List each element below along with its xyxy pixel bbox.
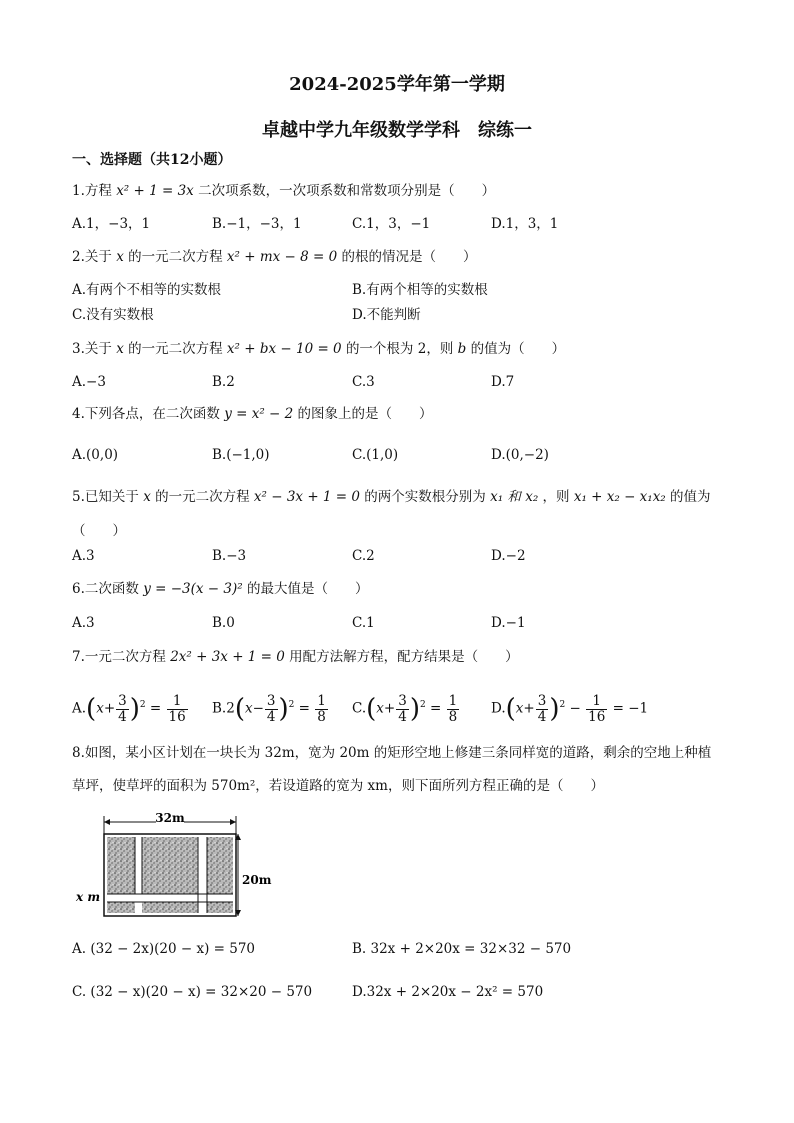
q2-option-b[interactable]: B.有两个相等的实数根 [352,282,488,298]
q5-suffix: 的值为 [670,489,711,505]
q7-expr: 2x² + 3x + 1 = 0 [170,649,285,665]
question-7 [72,647,519,667]
q8-option-a[interactable]: A. (32 − 2x)(20 − x) = 570 [72,941,256,957]
question-8-line1: 8.如图，某小区计划在一块长为 32m，宽为 20m 的矩形空地上修建三条同样宽的道路，剩余的空地上种植 [72,745,712,761]
q4-option-c[interactable]: C.(1,0) [352,447,399,463]
q3-suffix: 的值为（ ） [470,341,566,357]
q6-option-a[interactable]: A.3 [72,615,95,631]
q5-var: x [143,489,151,505]
q5-option-b[interactable]: B.−3 [212,548,247,564]
q5-prefix: 5.已知关于 [72,489,139,505]
q8-figure [72,812,282,922]
q8-width-arrow-left [104,819,110,825]
question-6 [72,579,368,599]
q3-option-c[interactable]: C.3 [352,374,375,390]
q3-mid2: 的一个根为 2，则 [345,341,454,357]
q5-paren: （ ） [72,523,126,539]
q7-d-label: D. [491,700,506,717]
q2-prefix: 2.关于 [72,249,112,265]
q7-c-frac: $\frac{3}{4}$ [398,692,407,725]
q8-lawn-block [107,837,135,894]
q7-b-frac: $\frac{3}{4}$ [266,692,276,725]
q7-option-b[interactable]: B.2(x− $\frac{3}{4}$ )$^2$ = $\frac{1}{8}$ [212,692,326,725]
q6-suffix: 的最大值是（ ） [246,581,369,597]
q2-var: x [116,249,124,265]
q1-option-c[interactable]: C.1，3，−1 [352,216,431,232]
q1-option-a[interactable]: A.1，−3，1 [72,216,151,232]
q8-lawn-block [142,902,198,913]
q8-width-label: 32m [155,812,185,825]
q3-expr: x² + bx − 10 = 0 [226,341,342,357]
q2-mid: 的一元二次方程 [128,249,223,265]
q3-option-d[interactable]: D.7 [491,374,515,390]
q7-c-label: C. [352,700,367,717]
q4-prefix: 4.下列各点，在二次函数 [72,406,220,422]
q7-d-frac: $\frac{3}{4}$ [537,692,547,725]
q3-option-b[interactable]: B.2 [212,374,235,390]
q5-option-c[interactable]: C.2 [352,548,375,564]
q5-roots: x₁ 和 x₂ [490,489,539,505]
q8-option-c[interactable]: C. (32 − x)(20 − x) = 32×20 − 570 [72,984,313,1000]
q4-option-d[interactable]: D.(0,−2) [491,447,549,463]
q1-prefix: 1.方程 [72,183,112,199]
q7-a-rhs: $\frac{1}{16}$ [168,692,186,725]
question-5 [72,487,711,507]
q7-prefix: 7.一元二次方程 [72,649,166,665]
q6-expr: y = −3(x − 3)² [143,581,243,597]
page-term: 2024-2025学年第一学期 [289,74,505,95]
q1-option-b[interactable]: B.−1，−3，1 [212,216,302,232]
q1-suffix: 二次项系数，一次项系数和常数项分别是（ ） [198,183,496,199]
q7-b-rhs: $\frac{1}{8}$ [317,692,326,725]
question-2 [72,247,477,267]
q8-option-b[interactable]: B. 32x + 2×20x = 32×32 − 570 [352,941,572,957]
section-heading: 一、选择题（共12小题） [72,152,232,168]
q7-a-label: A. [72,700,87,717]
q6-prefix: 6.二次函数 [72,581,139,597]
q7-option-c[interactable]: C.(x+ $\frac{3}{4}$ )$^2$ = $\frac{1}{8}$ [352,692,458,725]
q2-suffix: 的根的情况是（ ） [341,249,477,265]
q5-mid3: ，则 [542,489,570,505]
q5-mid2: 的两个实数根分别为 [364,489,486,505]
q8-height-label: 20m [242,873,272,887]
q8-lawn-block [207,902,233,913]
question-8-line2: 草坪，使草坪的面积为 570m²，若设道路的宽为 xm，则下面所列方程正确的是（ ） [72,778,604,794]
q8-lawn-block [107,902,135,913]
q5-mid: 的一元二次方程 [155,489,250,505]
q7-c-rhs: $\frac{1}{8}$ [448,692,458,725]
q8-width-arrow-right [230,819,236,825]
q1-option-d[interactable]: D.1，3，1 [491,216,559,232]
q5-expr2: x₁ + x₂ − x₁x₂ [573,489,666,505]
q8-lawn-block [207,837,233,894]
q7-option-d[interactable]: D.(x+ $\frac{3}{4}$ )$^2$ − $\frac{1}{16}$ = −1 [491,692,649,725]
question-4 [72,404,433,424]
q3-mid: 的一元二次方程 [128,341,223,357]
q6-option-c[interactable]: C.1 [352,615,375,631]
q7-option-a[interactable]: A.(x+ $\frac{3}{4}$ )$^2$ = $\frac{1}{16}$ [72,692,186,725]
q1-expr: x² + 1 = 3x [116,183,194,199]
q4-suffix: 的图象上的是（ ） [297,406,433,422]
q6-option-d[interactable]: D.−1 [491,615,526,631]
q5-option-d[interactable]: D.−2 [491,548,526,564]
question-1 [72,181,495,201]
q2-option-d[interactable]: D.不能判断 [352,307,421,323]
q3-option-a[interactable]: A.−3 [72,374,106,390]
q4-option-a[interactable]: A.(0,0) [72,447,119,463]
q8-option-d[interactable]: D.32x + 2×20x − 2x² = 570 [352,984,544,1000]
q2-expr: x² + mx − 8 = 0 [226,249,338,265]
q2-option-a[interactable]: A.有两个不相等的实数根 [72,282,222,298]
q3-prefix: 3.关于 [72,341,112,357]
q8-lawn-block [142,837,198,894]
q7-d-rhs: $\frac{1}{16}$ [588,692,606,725]
q4-option-b[interactable]: B.(−1,0) [212,447,270,463]
q2-option-c[interactable]: C.没有实数根 [72,307,154,323]
q6-option-b[interactable]: B.0 [212,615,235,631]
q4-expr: y = x² − 2 [224,406,294,422]
q7-suffix: 用配方法解方程，配方结果是（ ） [289,649,519,665]
q5-expr: x² − 3x + 1 = 0 [253,489,360,505]
q7-a-frac: $\frac{3}{4}$ [118,692,127,725]
page-title: 卓越中学九年级数学学科 综练一 [262,120,532,141]
q3-var2: b [457,341,467,357]
q3-var: x [116,341,124,357]
q7-b-label: B. [212,700,227,717]
q5-option-a[interactable]: A.3 [72,548,95,564]
q8-road-label: x m [76,890,101,904]
question-3 [72,339,565,359]
